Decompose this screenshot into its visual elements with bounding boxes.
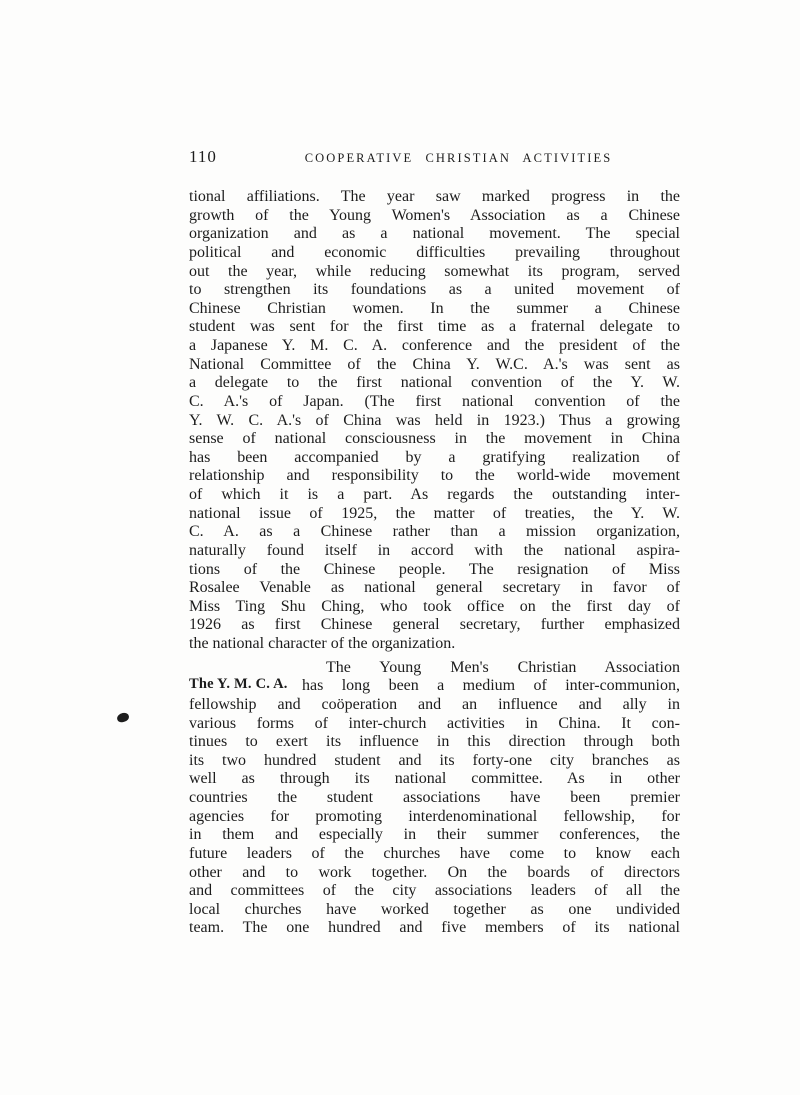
text-line: fellowship and coöperation and an influence and ally in: [189, 695, 680, 713]
text-line: C. A.'s of Japan. (The first national convention of the: [189, 392, 680, 410]
sidehead-ymca: The Y. M. C. A.: [189, 676, 288, 693]
text-line: Miss Ting Shu Ching, who took office on the first day of: [189, 597, 680, 615]
text-line: relationship and responsibility to the world-wide movement: [189, 467, 680, 485]
text-line: future leaders of the churches have come to know each: [189, 844, 680, 862]
paragraph-continuation: [189, 696, 680, 938]
text-line: of which it is a part. As regards the outstanding inter-: [189, 486, 680, 503]
text-line: has long been a medium of inter-communion,: [302, 677, 680, 695]
text-line: various forms of inter-church activities in China. It con-: [189, 714, 680, 732]
text-line: Chinese Christian women. In the summer a Chinese: [189, 299, 680, 317]
text-line: National Committee of the China Y. W.C. A.'s was sent as: [189, 355, 680, 373]
text-line: tinues to exert its influence in this direction through both: [189, 733, 680, 751]
paragraph-second-line-row: [189, 677, 680, 696]
text-line: growth of the Young Women's Association as a Chinese: [189, 206, 680, 224]
text-line: local churches have worked together as one undivided: [189, 900, 680, 918]
text-line: student was sent for the first time as a fraternal delegate to: [189, 318, 680, 336]
text-line: to strengthen its foundations as a united movement of: [189, 281, 680, 299]
running-title: COOPERATIVE CHRISTIAN ACTIVITIES: [304, 151, 613, 165]
text-line: other and to work together. On the boards of directors: [189, 863, 680, 881]
text-line: naturally found itself in accord with the national aspira-: [189, 541, 680, 559]
text-line: political and economic difficulties prevailing throughout: [189, 243, 680, 261]
text-line: national issue of 1925, the matter of treaties, the Y. W.: [189, 504, 680, 522]
page-body: [189, 188, 680, 938]
text-line: out the year, while reducing somewhat its program, served: [189, 262, 680, 280]
opening-paragraph: [189, 188, 680, 654]
text-line: well as through its national committee. As in other: [189, 770, 680, 788]
text-line: has been accompanied by a gratifying realization of: [189, 448, 680, 466]
text-line: Rosalee Venable as national general secretary in favor of: [189, 579, 680, 597]
text-line: organization and as a national movement. The special: [189, 225, 680, 243]
text-line: 1926 as first Chinese general secretary, further emphasized: [189, 616, 680, 634]
text-line: Y. W. C. A.'s of China was held in 1923.) Thus a growing: [189, 411, 680, 429]
page-header: [189, 147, 680, 169]
text-line: the national character of the organization.: [189, 635, 456, 652]
text-line: countries the student associations have been premier: [189, 789, 680, 806]
ymca-paragraph: [189, 659, 680, 938]
text-line: agencies for promoting interdenominational fellowship, for: [189, 807, 680, 825]
text-line: a delegate to the first national convention of the Y. W.: [189, 374, 680, 392]
text-line: its two hundred student and its forty-one city branches as: [189, 751, 680, 769]
ink-blot-mark: [116, 712, 130, 723]
text-line: a Japanese Y. M. C. A. conference and the president of the: [189, 337, 680, 354]
text-line: team. The one hundred and five members of its national: [189, 919, 680, 937]
text-line: and committees of the city associations leaders of all the: [189, 882, 680, 900]
text-line: C. A. as a Chinese rather than a mission organization,: [189, 523, 680, 541]
text-line: tional affiliations. The year saw marked progress in the: [189, 188, 680, 205]
text-line: sense of national consciousness in the movement in China: [189, 430, 680, 448]
text-line: in them and especially in their summer conferences, the: [189, 826, 680, 844]
page-number: 110: [189, 147, 217, 166]
text-line: The Young Men's Christian Association: [326, 658, 680, 676]
text-line: tions of the Chinese people. The resignation of Miss: [189, 560, 680, 578]
